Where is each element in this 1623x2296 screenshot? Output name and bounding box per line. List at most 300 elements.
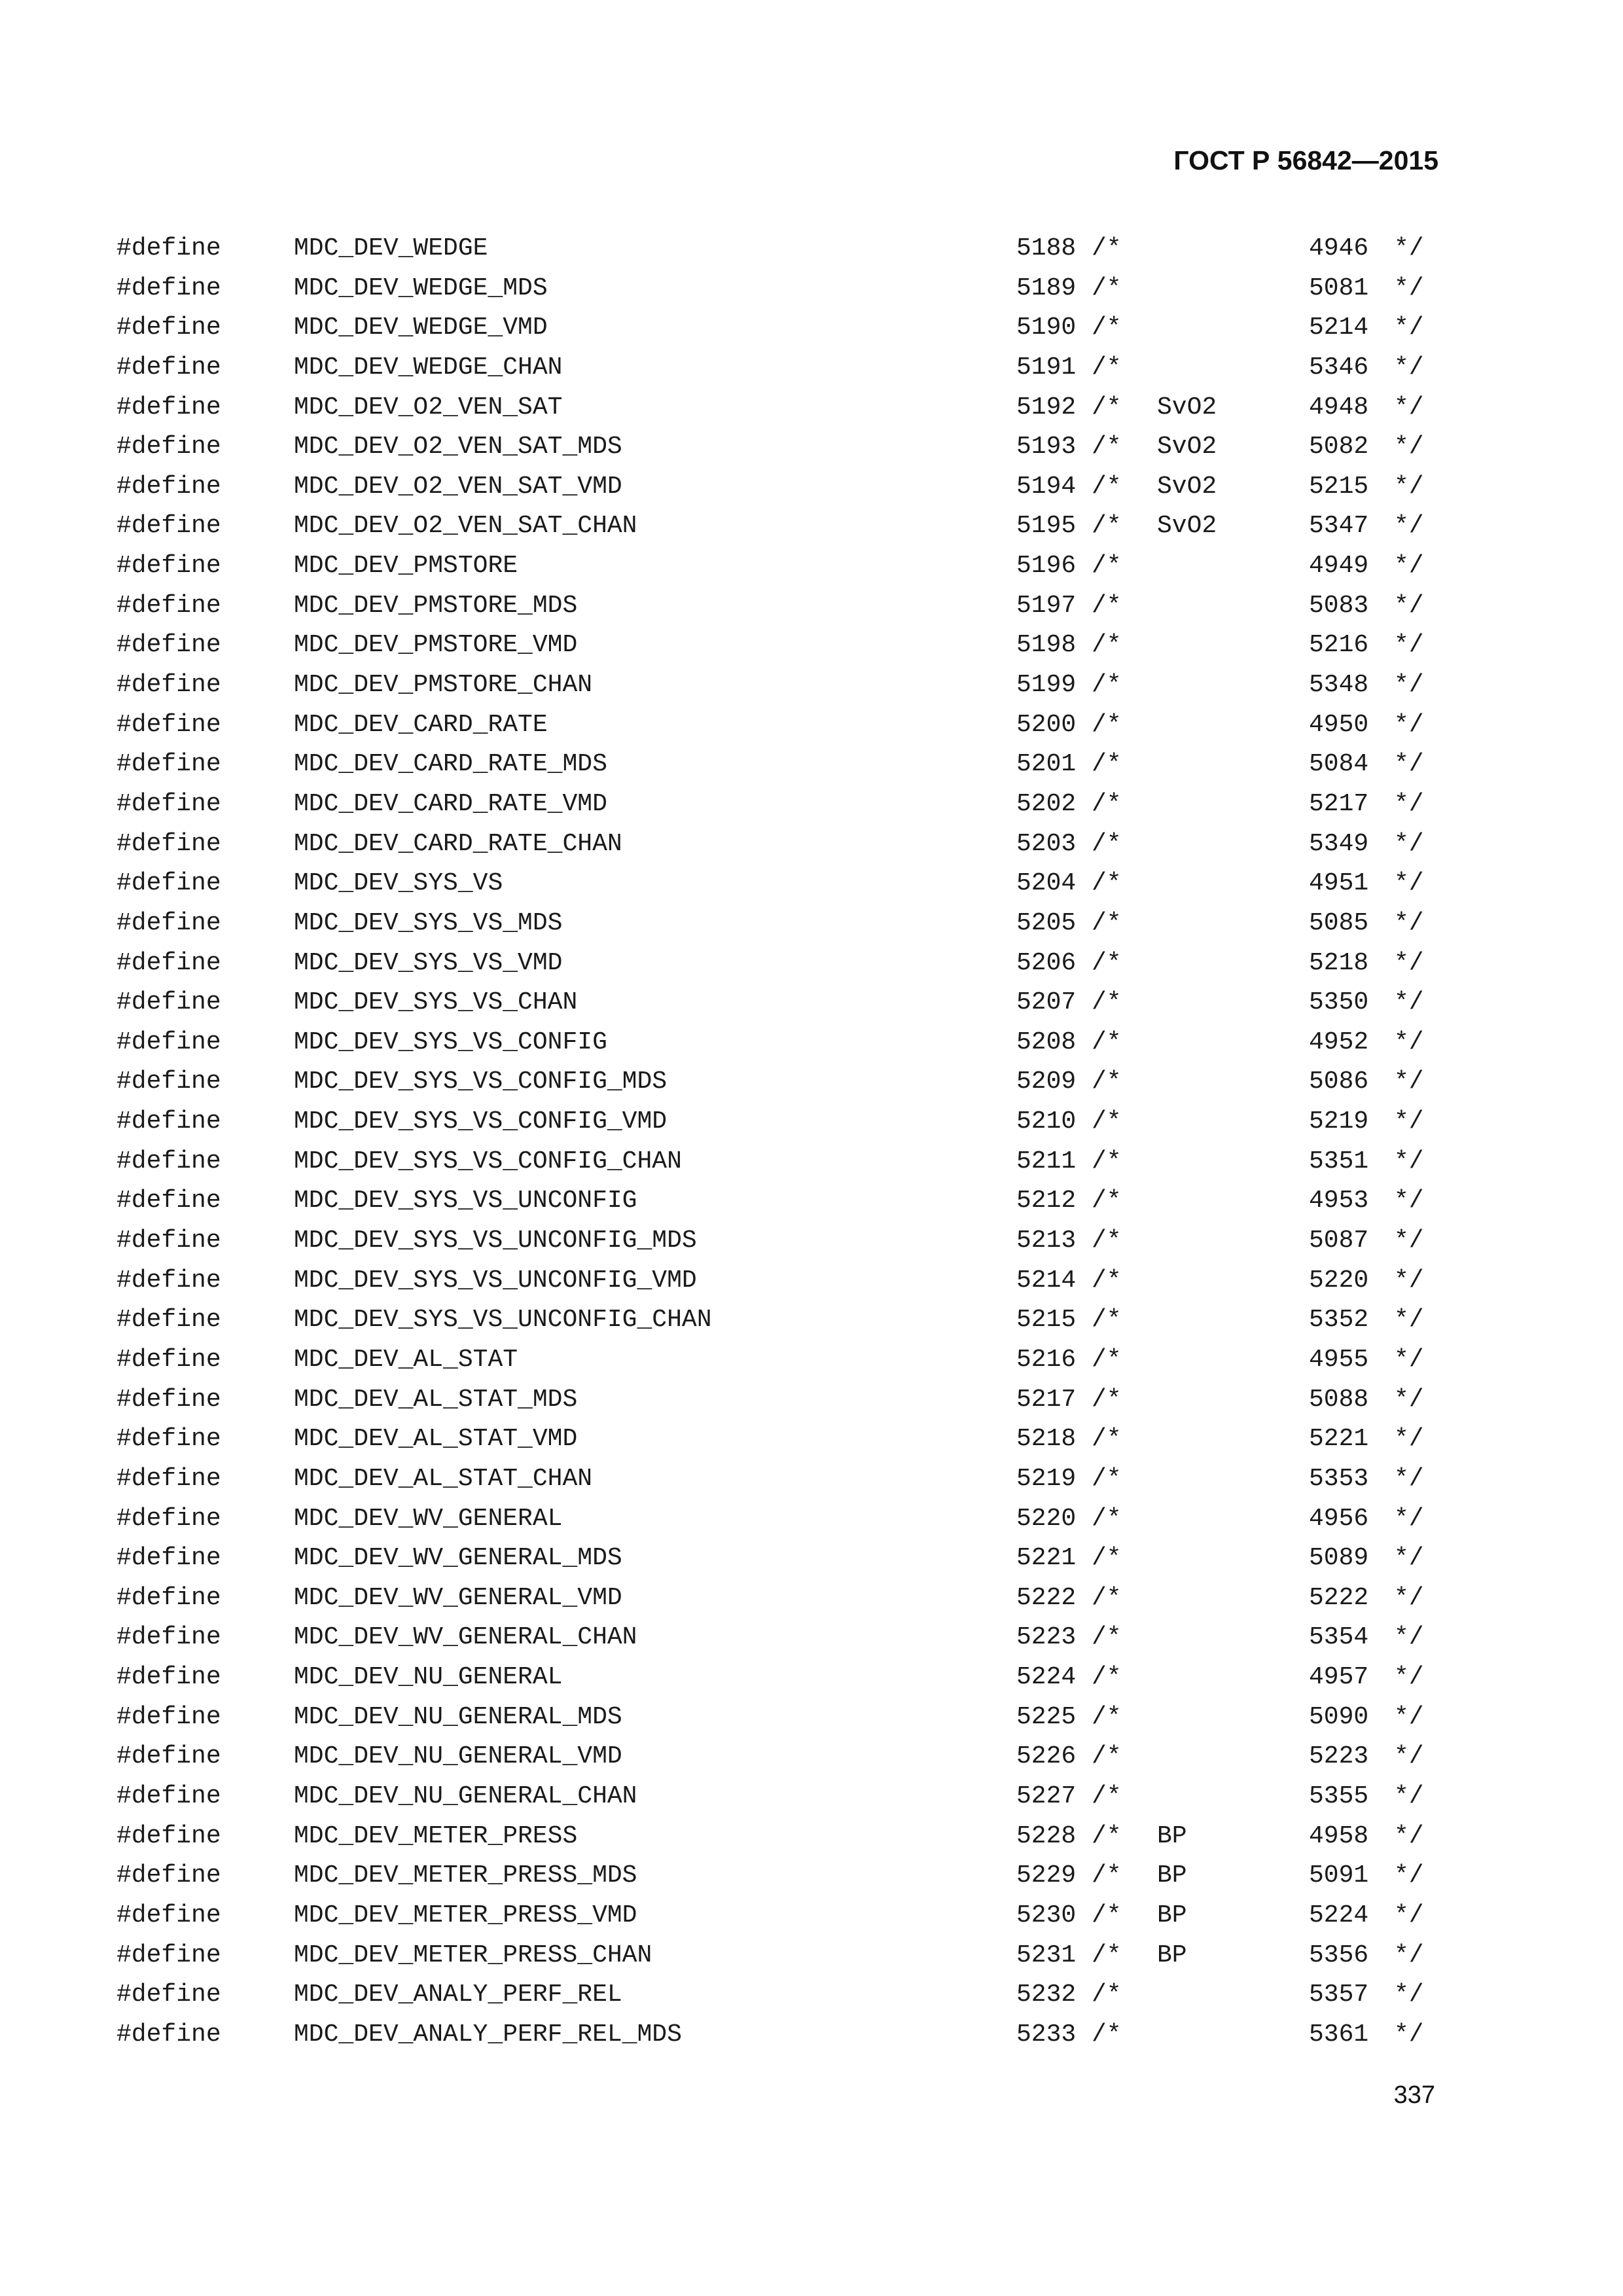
- comment-open: /*: [1092, 671, 1122, 700]
- macro-code: 5205: [1016, 908, 1077, 937]
- reference-code: 4955: [1309, 1345, 1369, 1374]
- macro-code: 5201: [1016, 750, 1077, 779]
- comment-close: */: [1394, 829, 1424, 858]
- define-keyword: #define: [116, 869, 221, 898]
- define-row: [0, 2015, 1623, 2055]
- define-keyword: #define: [116, 750, 221, 779]
- define-row: [0, 1737, 1623, 1777]
- comment-close: */: [1394, 1187, 1424, 1215]
- comment-close: */: [1394, 1782, 1424, 1810]
- macro-code: 5208: [1016, 1028, 1077, 1056]
- comment-close: */: [1394, 1227, 1424, 1255]
- comment-close: */: [1394, 869, 1424, 898]
- comment-open: /*: [1092, 1702, 1122, 1731]
- comment-open: /*: [1092, 1782, 1122, 1810]
- define-row: [0, 348, 1623, 388]
- macro-name: MDC_DEV_SYS_VS_UNCONFIG_MDS: [294, 1227, 697, 1255]
- define-row: [0, 586, 1623, 626]
- macro-name: MDC_DEV_CARD_RATE: [294, 710, 548, 739]
- define-keyword: #define: [116, 1583, 221, 1612]
- define-row: [0, 745, 1623, 785]
- define-keyword: #define: [116, 353, 221, 382]
- macro-name: MDC_DEV_O2_VEN_SAT_VMD: [294, 472, 622, 501]
- reference-code: 4948: [1309, 393, 1369, 422]
- define-row: [0, 1023, 1623, 1063]
- reference-code: 5220: [1309, 1266, 1369, 1295]
- macro-name: MDC_DEV_O2_VEN_SAT: [294, 393, 563, 422]
- comment-open: /*: [1092, 314, 1122, 342]
- macro-name: MDC_DEV_WEDGE_MDS: [294, 274, 548, 302]
- define-row: [0, 944, 1623, 984]
- reference-code: 5085: [1309, 908, 1369, 937]
- macro-name: MDC_DEV_SYS_VS_CONFIG: [294, 1028, 607, 1056]
- macro-code: 5211: [1016, 1147, 1077, 1175]
- macro-code: 5200: [1016, 710, 1077, 739]
- macro-name: MDC_DEV_WEDGE_VMD: [294, 314, 548, 342]
- macro-abbreviation: SvO2: [1157, 512, 1217, 541]
- reference-code: 5348: [1309, 671, 1369, 700]
- reference-code: 4958: [1309, 1821, 1369, 1850]
- define-keyword: #define: [116, 1544, 221, 1573]
- reference-code: 5223: [1309, 1742, 1369, 1771]
- define-keyword: #define: [116, 552, 221, 581]
- comment-close: */: [1394, 353, 1424, 382]
- macro-name: MDC_DEV_AL_STAT_VMD: [294, 1425, 578, 1454]
- macro-abbreviation: BP: [1157, 1861, 1187, 1890]
- comment-open: /*: [1092, 869, 1122, 898]
- macro-name: MDC_DEV_CARD_RATE_CHAN: [294, 829, 622, 858]
- reference-code: 5219: [1309, 1107, 1369, 1136]
- macro-name: MDC_DEV_SYS_VS_UNCONFIG_VMD: [294, 1266, 697, 1295]
- comment-close: */: [1394, 552, 1424, 581]
- comment-open: /*: [1092, 1583, 1122, 1612]
- macro-name: MDC_DEV_SYS_VS_UNCONFIG_CHAN: [294, 1306, 712, 1335]
- define-row: [0, 983, 1623, 1023]
- macro-code: 5195: [1016, 512, 1077, 541]
- define-keyword: #define: [116, 1147, 221, 1175]
- comment-close: */: [1394, 1941, 1424, 1969]
- reference-code: 5353: [1309, 1464, 1369, 1493]
- macro-name: MDC_DEV_SYS_VS_CONFIG_CHAN: [294, 1147, 682, 1175]
- reference-code: 5088: [1309, 1385, 1369, 1414]
- comment-open: /*: [1092, 1028, 1122, 1056]
- macro-code: 5229: [1016, 1861, 1077, 1890]
- macro-name: MDC_DEV_AL_STAT: [294, 1345, 518, 1374]
- define-row: [0, 547, 1623, 586]
- macro-code: 5189: [1016, 274, 1077, 302]
- macro-code: 5218: [1016, 1425, 1077, 1454]
- define-keyword: #define: [116, 1067, 221, 1096]
- macro-name: MDC_DEV_PMSTORE: [294, 552, 518, 581]
- macro-code: 5226: [1016, 1742, 1077, 1771]
- macro-code: 5227: [1016, 1782, 1077, 1810]
- define-row: [0, 1618, 1623, 1658]
- macro-code: 5194: [1016, 472, 1077, 501]
- define-row: [0, 1856, 1623, 1896]
- comment-open: /*: [1092, 908, 1122, 937]
- macro-name: MDC_DEV_ANALY_PERF_REL_MDS: [294, 2020, 682, 2049]
- macro-name: MDC_DEV_NU_GENERAL: [294, 1663, 563, 1692]
- macro-name: MDC_DEV_SYS_VS: [294, 869, 503, 898]
- define-row: [0, 507, 1623, 547]
- define-keyword: #define: [116, 1385, 221, 1414]
- macro-code: 5215: [1016, 1306, 1077, 1335]
- define-row: [0, 1777, 1623, 1817]
- macro-name: MDC_DEV_PMSTORE_MDS: [294, 591, 578, 620]
- reference-code: 5347: [1309, 512, 1369, 541]
- comment-close: */: [1394, 274, 1424, 302]
- comment-open: /*: [1092, 433, 1122, 461]
- macro-abbreviation: SvO2: [1157, 433, 1217, 461]
- define-keyword: #define: [116, 1941, 221, 1969]
- define-keyword: #define: [116, 631, 221, 660]
- define-row: [0, 1062, 1623, 1102]
- macro-name: MDC_DEV_NU_GENERAL_MDS: [294, 1702, 622, 1731]
- define-keyword: #define: [116, 1742, 221, 1771]
- comment-open: /*: [1092, 552, 1122, 581]
- comment-close: */: [1394, 472, 1424, 501]
- comment-close: */: [1394, 908, 1424, 937]
- comment-open: /*: [1092, 1067, 1122, 1096]
- comment-open: /*: [1092, 393, 1122, 422]
- reference-code: 5083: [1309, 591, 1369, 620]
- define-row: [0, 864, 1623, 904]
- macro-code: 5203: [1016, 829, 1077, 858]
- comment-close: */: [1394, 1861, 1424, 1890]
- comment-open: /*: [1092, 1385, 1122, 1414]
- macro-name: MDC_DEV_WEDGE_CHAN: [294, 353, 563, 382]
- macro-code: 5212: [1016, 1187, 1077, 1215]
- reference-code: 4957: [1309, 1663, 1369, 1692]
- define-row: [0, 1936, 1623, 1976]
- macro-code: 5225: [1016, 1702, 1077, 1731]
- define-row: [0, 1181, 1623, 1221]
- macro-code: 5206: [1016, 948, 1077, 977]
- macro-code: 5196: [1016, 552, 1077, 581]
- comment-close: */: [1394, 1901, 1424, 1929]
- comment-open: /*: [1092, 1663, 1122, 1692]
- macro-code: 5220: [1016, 1504, 1077, 1533]
- comment-open: /*: [1092, 1504, 1122, 1533]
- comment-open: /*: [1092, 1623, 1122, 1652]
- reference-code: 5082: [1309, 433, 1369, 461]
- reference-code: 5086: [1309, 1067, 1369, 1096]
- reference-code: 4951: [1309, 869, 1369, 898]
- reference-code: 5084: [1309, 750, 1369, 779]
- reference-code: 5346: [1309, 353, 1369, 382]
- define-keyword: #define: [116, 1227, 221, 1255]
- comment-close: */: [1394, 433, 1424, 461]
- comment-close: */: [1394, 1147, 1424, 1175]
- macro-name: MDC_DEV_WV_GENERAL: [294, 1504, 563, 1533]
- macro-name: MDC_DEV_SYS_VS_UNCONFIG: [294, 1187, 637, 1215]
- reference-code: 4949: [1309, 552, 1369, 581]
- define-keyword: #define: [116, 1464, 221, 1493]
- macro-name: MDC_DEV_SYS_VS_CHAN: [294, 988, 578, 1017]
- macro-name: MDC_DEV_AL_STAT_MDS: [294, 1385, 578, 1414]
- macro-code: 5192: [1016, 393, 1077, 422]
- macro-code: 5233: [1016, 2020, 1077, 2049]
- macro-code: 5210: [1016, 1107, 1077, 1136]
- comment-open: /*: [1092, 1742, 1122, 1771]
- comment-open: /*: [1092, 631, 1122, 660]
- comment-open: /*: [1092, 472, 1122, 501]
- macro-name: MDC_DEV_AL_STAT_CHAN: [294, 1464, 593, 1493]
- define-keyword: #define: [116, 1782, 221, 1810]
- macro-code: 5213: [1016, 1227, 1077, 1255]
- reference-code: 5354: [1309, 1623, 1369, 1652]
- define-keyword: #define: [116, 1425, 221, 1454]
- reference-code: 5217: [1309, 789, 1369, 818]
- comment-close: */: [1394, 1345, 1424, 1374]
- comment-close: */: [1394, 1702, 1424, 1731]
- macro-code: 5193: [1016, 433, 1077, 461]
- macro-code: 5232: [1016, 1981, 1077, 2009]
- define-keyword: #define: [116, 1861, 221, 1890]
- macro-abbreviation: BP: [1157, 1821, 1187, 1850]
- macro-name: MDC_DEV_METER_PRESS_CHAN: [294, 1941, 652, 1969]
- comment-open: /*: [1092, 1107, 1122, 1136]
- reference-code: 4956: [1309, 1504, 1369, 1533]
- reference-code: 5349: [1309, 829, 1369, 858]
- comment-open: /*: [1092, 1345, 1122, 1374]
- macro-name: MDC_DEV_SYS_VS_CONFIG_MDS: [294, 1067, 668, 1096]
- reference-code: 5081: [1309, 274, 1369, 302]
- define-keyword: #define: [116, 1623, 221, 1652]
- macro-code: 5190: [1016, 314, 1077, 342]
- macro-name: MDC_DEV_WEDGE: [294, 234, 488, 262]
- comment-close: */: [1394, 1385, 1424, 1414]
- define-keyword: #define: [116, 1187, 221, 1215]
- define-row: [0, 626, 1623, 666]
- comment-open: /*: [1092, 829, 1122, 858]
- comment-close: */: [1394, 234, 1424, 262]
- comment-close: */: [1394, 1067, 1424, 1096]
- define-keyword: #define: [116, 234, 221, 262]
- define-keyword: #define: [116, 472, 221, 501]
- macro-code: 5199: [1016, 671, 1077, 700]
- comment-open: /*: [1092, 1227, 1122, 1255]
- comment-close: */: [1394, 393, 1424, 422]
- reference-code: 5224: [1309, 1901, 1369, 1929]
- macro-name: MDC_DEV_METER_PRESS_VMD: [294, 1901, 637, 1929]
- define-keyword: #define: [116, 1306, 221, 1335]
- define-keyword: #define: [116, 1663, 221, 1692]
- comment-open: /*: [1092, 353, 1122, 382]
- reference-code: 5222: [1309, 1583, 1369, 1612]
- macro-code: 5228: [1016, 1821, 1077, 1850]
- reference-code: 5221: [1309, 1425, 1369, 1454]
- reference-code: 5361: [1309, 2020, 1369, 2049]
- define-keyword: #define: [116, 274, 221, 302]
- define-row: [0, 427, 1623, 467]
- comment-close: */: [1394, 948, 1424, 977]
- define-row: [0, 1896, 1623, 1936]
- comment-close: */: [1394, 1028, 1424, 1056]
- macro-code: 5221: [1016, 1544, 1077, 1573]
- define-row: [0, 825, 1623, 865]
- comment-close: */: [1394, 591, 1424, 620]
- comment-open: /*: [1092, 1464, 1122, 1493]
- define-row: [0, 785, 1623, 825]
- define-keyword: #define: [116, 512, 221, 541]
- comment-open: /*: [1092, 1901, 1122, 1929]
- comment-open: /*: [1092, 1147, 1122, 1175]
- comment-close: */: [1394, 988, 1424, 1017]
- macro-name: MDC_DEV_NU_GENERAL_CHAN: [294, 1782, 637, 1810]
- reference-code: 4946: [1309, 234, 1369, 262]
- define-row: [0, 1539, 1623, 1579]
- macro-name: MDC_DEV_CARD_RATE_MDS: [294, 750, 607, 779]
- macro-code: 5231: [1016, 1941, 1077, 1969]
- reference-code: 4953: [1309, 1187, 1369, 1215]
- define-keyword: #define: [116, 1107, 221, 1136]
- macro-name: MDC_DEV_WV_GENERAL_CHAN: [294, 1623, 637, 1652]
- define-keyword: #define: [116, 789, 221, 818]
- macro-name: MDC_DEV_SYS_VS_MDS: [294, 908, 563, 937]
- macro-code: 5217: [1016, 1385, 1077, 1414]
- macro-code: 5202: [1016, 789, 1077, 818]
- define-row: [0, 1420, 1623, 1460]
- macro-name: MDC_DEV_SYS_VS_CONFIG_VMD: [294, 1107, 668, 1136]
- reference-code: 5351: [1309, 1147, 1369, 1175]
- comment-open: /*: [1092, 789, 1122, 818]
- macro-code: 5224: [1016, 1663, 1077, 1692]
- define-keyword: #define: [116, 1504, 221, 1533]
- define-row: [0, 1261, 1623, 1301]
- comment-open: /*: [1092, 1861, 1122, 1890]
- define-row: [0, 1102, 1623, 1142]
- reference-code: 5356: [1309, 1941, 1369, 1969]
- define-row: [0, 1975, 1623, 2015]
- comment-close: */: [1394, 1306, 1424, 1335]
- reference-code: 5091: [1309, 1861, 1369, 1890]
- comment-close: */: [1394, 1107, 1424, 1136]
- comment-close: */: [1394, 314, 1424, 342]
- macro-code: 5223: [1016, 1623, 1077, 1652]
- define-keyword: #define: [116, 829, 221, 858]
- reference-code: 5216: [1309, 631, 1369, 660]
- define-keyword: #define: [116, 948, 221, 977]
- reference-code: 5087: [1309, 1227, 1369, 1255]
- macro-code: 5209: [1016, 1067, 1077, 1096]
- macro-code: 5204: [1016, 869, 1077, 898]
- macro-name: MDC_DEV_WV_GENERAL_VMD: [294, 1583, 622, 1612]
- define-keyword: #define: [116, 908, 221, 937]
- define-row: [0, 1221, 1623, 1261]
- comment-close: */: [1394, 1583, 1424, 1612]
- macro-code: 5214: [1016, 1266, 1077, 1295]
- comment-close: */: [1394, 1544, 1424, 1573]
- macro-name: MDC_DEV_NU_GENERAL_VMD: [294, 1742, 622, 1771]
- comment-open: /*: [1092, 234, 1122, 262]
- comment-close: */: [1394, 1464, 1424, 1493]
- macro-abbreviation: SvO2: [1157, 393, 1217, 422]
- macro-code: 5191: [1016, 353, 1077, 382]
- define-keyword: #define: [116, 393, 221, 422]
- define-row: [0, 904, 1623, 944]
- define-row: [0, 1340, 1623, 1380]
- reference-code: 5352: [1309, 1306, 1369, 1335]
- define-keyword: #define: [116, 1266, 221, 1295]
- macro-code: 5198: [1016, 631, 1077, 660]
- define-keyword: #define: [116, 1702, 221, 1731]
- comment-open: /*: [1092, 710, 1122, 739]
- document-header: ГОСТ Р 56842—2015: [1173, 145, 1438, 175]
- macro-code: 5207: [1016, 988, 1077, 1017]
- define-keyword: #define: [116, 433, 221, 461]
- macro-name: MDC_DEV_SYS_VS_VMD: [294, 948, 563, 977]
- comment-open: /*: [1092, 512, 1122, 541]
- macro-name: MDC_DEV_METER_PRESS_MDS: [294, 1861, 637, 1890]
- comment-open: /*: [1092, 1981, 1122, 2009]
- macro-code: 5230: [1016, 1901, 1077, 1929]
- reference-code: 4950: [1309, 710, 1369, 739]
- comment-close: */: [1394, 1623, 1424, 1652]
- define-keyword: #define: [116, 710, 221, 739]
- define-keyword: #define: [116, 1821, 221, 1850]
- comment-open: /*: [1092, 1425, 1122, 1454]
- define-row: [0, 1658, 1623, 1698]
- define-keyword: #define: [116, 1981, 221, 2009]
- define-keyword: #define: [116, 591, 221, 620]
- define-row: [0, 1142, 1623, 1182]
- comment-close: */: [1394, 512, 1424, 541]
- define-row: [0, 1499, 1623, 1539]
- macro-abbreviation: BP: [1157, 1901, 1187, 1929]
- macro-code: 5188: [1016, 234, 1077, 262]
- comment-open: /*: [1092, 988, 1122, 1017]
- macro-name: MDC_DEV_PMSTORE_VMD: [294, 631, 578, 660]
- define-row: [0, 1698, 1623, 1738]
- comment-close: */: [1394, 1266, 1424, 1295]
- comment-close: */: [1394, 671, 1424, 700]
- define-row: [0, 1579, 1623, 1619]
- define-keyword: #define: [116, 988, 221, 1017]
- reference-code: 5357: [1309, 1981, 1369, 2009]
- comment-close: */: [1394, 1504, 1424, 1533]
- define-row: [0, 1460, 1623, 1499]
- comment-close: */: [1394, 1425, 1424, 1454]
- macro-name: MDC_DEV_O2_VEN_SAT_MDS: [294, 433, 622, 461]
- define-row: [0, 308, 1623, 348]
- comment-open: /*: [1092, 750, 1122, 779]
- comment-open: /*: [1092, 1544, 1122, 1573]
- macro-abbreviation: SvO2: [1157, 472, 1217, 501]
- define-keyword: #define: [116, 2020, 221, 2049]
- comment-open: /*: [1092, 591, 1122, 620]
- comment-open: /*: [1092, 948, 1122, 977]
- macro-code: 5222: [1016, 1583, 1077, 1612]
- define-keyword: #define: [116, 1345, 221, 1374]
- define-keyword: #define: [116, 671, 221, 700]
- define-row: [0, 388, 1623, 428]
- macro-code: 5219: [1016, 1464, 1077, 1493]
- comment-open: /*: [1092, 1187, 1122, 1215]
- reference-code: 5090: [1309, 1702, 1369, 1731]
- comment-open: /*: [1092, 1266, 1122, 1295]
- reference-code: 5215: [1309, 472, 1369, 501]
- comment-close: */: [1394, 1821, 1424, 1850]
- reference-code: 5355: [1309, 1782, 1369, 1810]
- comment-close: */: [1394, 631, 1424, 660]
- comment-open: /*: [1092, 1306, 1122, 1335]
- comment-close: */: [1394, 789, 1424, 818]
- comment-open: /*: [1092, 2020, 1122, 2049]
- macro-code: 5216: [1016, 1345, 1077, 1374]
- define-row: [0, 229, 1623, 269]
- macro-name: MDC_DEV_WV_GENERAL_MDS: [294, 1544, 622, 1573]
